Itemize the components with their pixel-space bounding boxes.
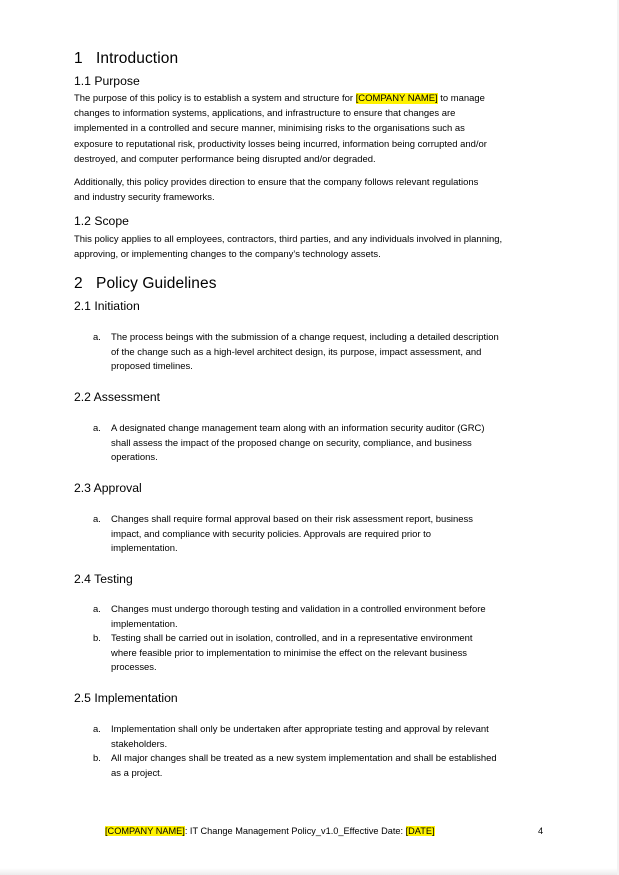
list-marker: a. bbox=[93, 514, 101, 525]
list-item: a. Changes shall require formal approval based on their risk assessment report, business impact, and compliance with security policies. Approvals are required prior to implementation. bbox=[93, 514, 473, 555]
section-number: 1 bbox=[74, 50, 83, 67]
implementation-list bbox=[74, 723, 544, 781]
section-title: Policy Guidelines bbox=[96, 275, 217, 292]
heading-testing: 2.4 Testing bbox=[74, 572, 133, 586]
text-line: The purpose of this policy is to establish a system and structure for [COMPANY NAME] to manage bbox=[74, 93, 485, 104]
text-line: This policy applies to all employees, contractors, third parties, and any individuals involved in planning, bbox=[74, 234, 503, 245]
list-marker: a. bbox=[93, 604, 101, 615]
heading-assessment: 2.2 Assessment bbox=[74, 390, 161, 404]
footer-document-title: : IT Change Management Policy_v1.0_Effective Date: bbox=[184, 826, 406, 836]
list-marker: b. bbox=[93, 633, 101, 645]
list-item: b. Testing shall be carried out in isolation, controlled, and in a representative environment where feasible prior to implementation to minimise the effect on the relevant business processes. bbox=[93, 633, 473, 674]
list-marker: a. bbox=[93, 332, 101, 343]
purpose-paragraph-1 bbox=[74, 91, 552, 167]
heading-introduction bbox=[74, 50, 178, 68]
text-line: implemented in a controlled and secure manner, minimising risks to the organisations such as bbox=[74, 123, 465, 135]
heading-policy-guidelines bbox=[74, 275, 217, 293]
heading-scope: 1.2 Scope bbox=[74, 214, 129, 228]
section-title: Introduction bbox=[96, 50, 179, 67]
scope-paragraph bbox=[74, 232, 552, 262]
text-line: Additionally, this policy provides direction to ensure that the company follows relevant regulations bbox=[74, 177, 479, 188]
page-bottom-shadow bbox=[0, 868, 619, 875]
heading-approval: 2.3 Approval bbox=[74, 481, 142, 495]
text-line: and industry security frameworks. bbox=[74, 192, 215, 204]
list-item: a. The process beings with the submission of a change request, including a detailed description of the change such as a high-level architect design, its purpose, impact assessment, and proposed timelines. bbox=[93, 332, 499, 373]
heading-implementation: 2.5 Implementation bbox=[74, 691, 178, 705]
heading-purpose: 1.1 Purpose bbox=[74, 74, 140, 88]
list-item: a. A designated change management team along with an information security auditor (GRC) shall assess the impact of the proposed change on security, compliance, and business operations. bbox=[93, 423, 485, 464]
list-marker: a. bbox=[93, 724, 101, 735]
section-number: 2 bbox=[74, 275, 83, 292]
footer-date-placeholder: [DATE] bbox=[405, 826, 435, 836]
text-line: changes to information systems, applications, and infrastructure to ensure that changes are bbox=[74, 108, 456, 120]
purpose-paragraph-2 bbox=[74, 175, 552, 205]
text-line: destroyed, and computer performance being disrupted and/or degraded. bbox=[74, 153, 376, 165]
page-footer bbox=[105, 826, 435, 836]
heading-initiation: 2.1 Initiation bbox=[74, 299, 140, 313]
list-item: b. All major changes shall be treated as a new system implementation and shall be established as a project. bbox=[93, 753, 497, 779]
initiation-list bbox=[74, 331, 544, 375]
footer-company-placeholder: [COMPANY NAME] bbox=[105, 826, 185, 836]
assessment-list bbox=[74, 422, 544, 466]
page-number: 4 bbox=[538, 826, 544, 836]
list-marker: b. bbox=[93, 753, 101, 765]
list-marker: a. bbox=[93, 423, 101, 434]
company-name-placeholder: [COMPANY NAME] bbox=[355, 93, 438, 104]
testing-list bbox=[74, 603, 544, 676]
text-line: approving, or implementing changes to the company’s technology assets. bbox=[74, 249, 381, 261]
text-line: exposure to reputational risk, productivity losses being incurred, information being corrupted and/or bbox=[74, 138, 487, 150]
list-item: a. Changes must undergo thorough testing and validation in a controlled environment before implementation. bbox=[93, 604, 486, 630]
list-item: a. Implementation shall only be undertaken after appropriate testing and approval by relevant stakeholders. bbox=[93, 724, 489, 750]
approval-list bbox=[74, 513, 544, 557]
